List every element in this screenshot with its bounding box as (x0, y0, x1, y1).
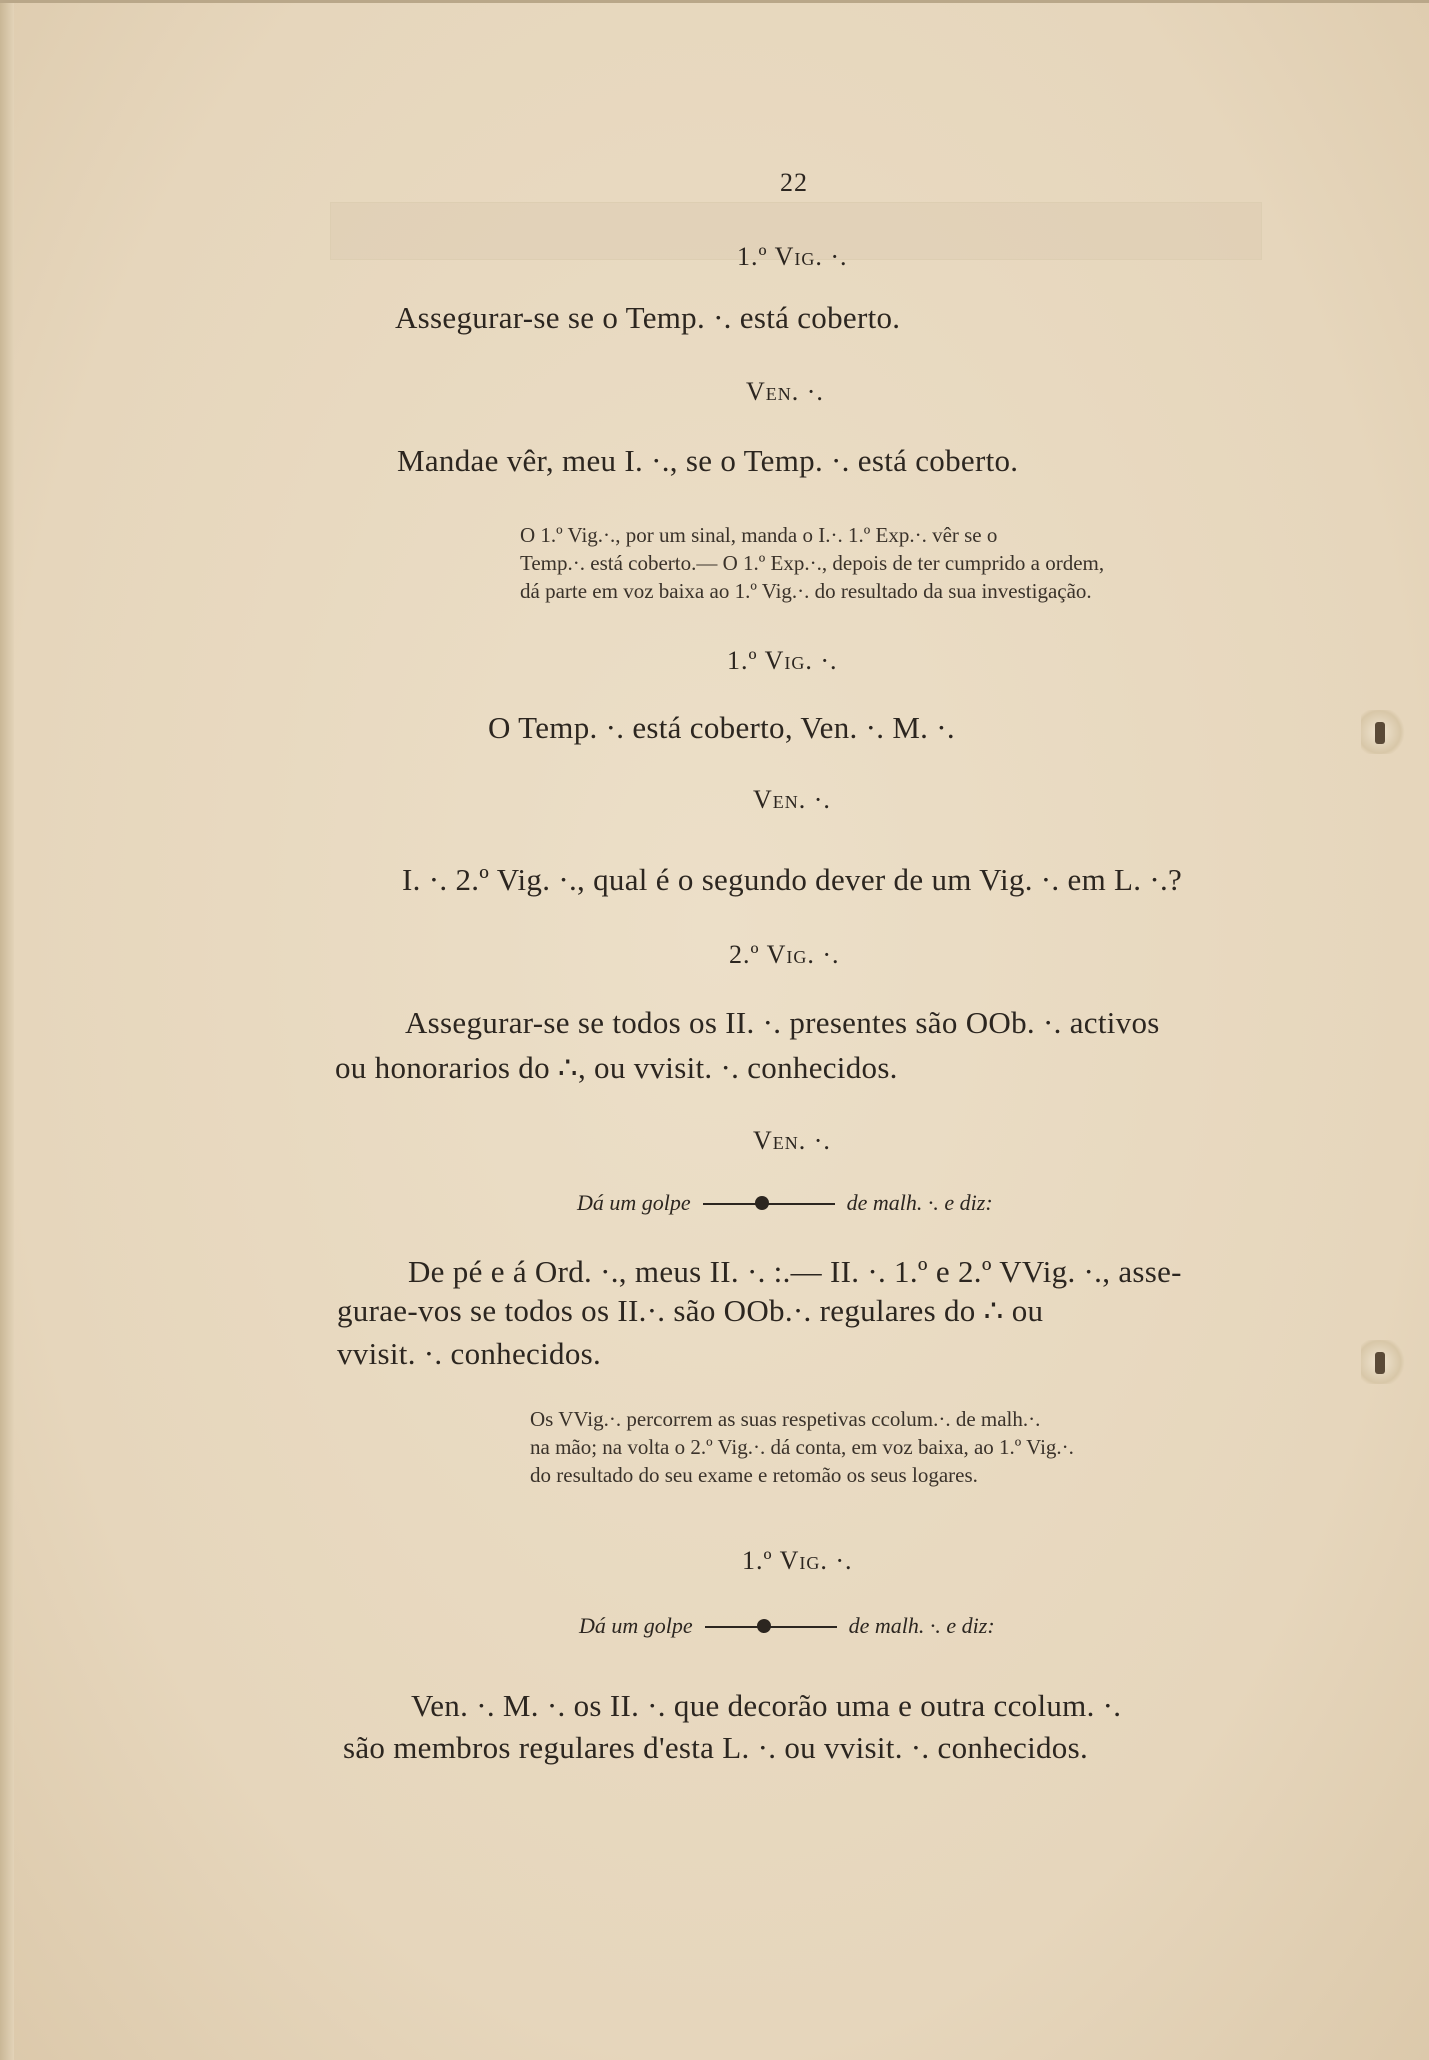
speaker-label: 1.º Vig. ·. (742, 1546, 853, 1575)
dialogue-line: Mandae vêr, meu I. ·., se o Temp. ·. está coberto. (397, 443, 1019, 478)
page-number: 22 (780, 168, 808, 197)
speaker-label: Ven. ·. (746, 377, 824, 406)
knock-text-before: Dá um golpe (577, 1190, 691, 1215)
knock-text-after: de malh. ·. e diz: (846, 1190, 993, 1215)
dialogue-line: Assegurar-se se o Temp. ·. está coberto. (395, 300, 901, 335)
dialogue-line: Ven. ·. M. ·. os II. ·. que decorão uma e outra ccolum. ·. (411, 1688, 1122, 1723)
gavel-knock-icon (703, 1196, 835, 1210)
dialogue-line: De pé e á Ord. ·., meus II. ·. :.— II. ·. 1.º e 2.º VVig. ·., asse- (408, 1254, 1182, 1289)
speaker-label: 1.º Vig. ·. (727, 646, 838, 675)
speaker-label: 2.º Vig. ·. (729, 940, 840, 969)
rubric-line: Os VVig.·. percorrem as suas respetivas ccolum.·. de malh.·. (530, 1407, 1041, 1431)
dialogue-line: ou honorarios do ∴, ou vvisit. ·. conhecidos. (335, 1050, 898, 1085)
rubric-line: do resultado do seu exame e retomão os seus logares. (530, 1463, 978, 1487)
knock-direction (579, 1613, 995, 1639)
dialogue-line: vvisit. ·. conhecidos. (337, 1336, 602, 1371)
rubric-line: dá parte em voz baixa ao 1.º Vig.·. do resultado da sua investigação. (520, 579, 1092, 603)
knock-text-before: Dá um golpe (579, 1613, 693, 1638)
page-top-edge (0, 0, 1429, 3)
rubric-line: O 1.º Vig.·., por um sinal, manda o I.·. 1.º Exp.·. vêr se o (520, 523, 998, 547)
dialogue-line: I. ·. 2.º Vig. ·., qual é o segundo dever de um Vig. ·. em L. ·.? (402, 862, 1183, 897)
page-left-edge (0, 0, 14, 2060)
gavel-knock-icon (705, 1619, 837, 1633)
dialogue-line: Assegurar-se se todos os II. ·. presentes são OOb. ·. activos (405, 1005, 1160, 1040)
paper-damage-mark (1361, 710, 1407, 754)
dialogue-line: são membros regulares d'esta L. ·. ou vvisit. ·. conhecidos. (343, 1730, 1089, 1765)
knock-text-after: de malh. ·. e diz: (848, 1613, 995, 1638)
dialogue-line: gurae-vos se todos os II.·. são OOb.·. regulares do ∴ ou (337, 1293, 1044, 1328)
stage-direction-block (520, 521, 1277, 605)
knock-direction (577, 1190, 993, 1216)
stage-direction-block (530, 1405, 1282, 1489)
paper-damage-mark (1361, 1340, 1407, 1384)
rubric-line: na mão; na volta o 2.º Vig.·. dá conta, em voz baixa, ao 1.º Vig.·. (530, 1435, 1074, 1459)
speaker-label: Ven. ·. (753, 1126, 831, 1155)
speaker-label: 1.º Vig. ·. (737, 242, 848, 271)
rubric-line: Temp.·. está coberto.— O 1.º Exp.·., depois de ter cumprido a ordem, (520, 551, 1105, 575)
speaker-label: Ven. ·. (753, 785, 831, 814)
dialogue-line: O Temp. ·. está coberto, Ven. ·. M. ·. (488, 710, 955, 745)
